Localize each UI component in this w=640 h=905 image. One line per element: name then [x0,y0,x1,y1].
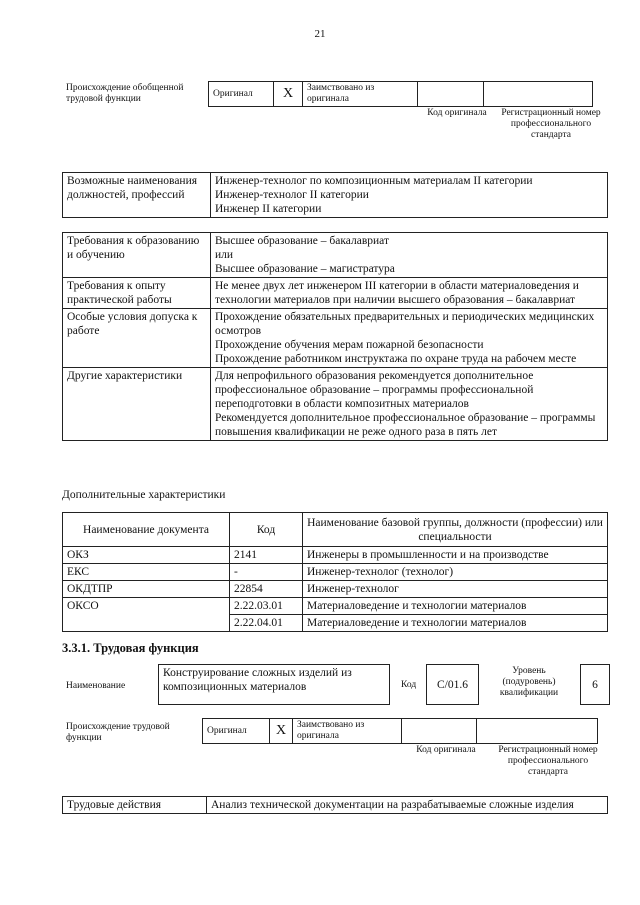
code-original-caption: Код оригинала [427,108,487,118]
reg-number-cell [484,82,593,107]
table-cell: Инженер-технолог (технолог) [303,564,608,581]
additional-table [62,512,608,632]
position-item: Инженер-технолог по композиционным материалам II категории [215,175,533,187]
function-level-table [580,664,610,705]
header-code: Код [230,513,303,547]
table-cell: Материаловедение и технологии материалов [303,598,608,615]
code-original-caption: Код оригинала [416,745,476,755]
function-heading: 3.3.1. Трудовая функция [62,641,199,655]
function-name-table [158,664,390,705]
req-line: Рекомендуется дополнительное профессиональное образование – программы повышения квалификации не реже одного раза в пять лет [215,412,596,438]
actions-label: Трудовые действия [63,797,207,814]
table-cell: Инженеры в промышленности и на производстве [303,547,608,564]
header-document: Наименование документа [63,513,230,547]
code-original-cell [418,82,484,107]
req-other-label: Другие характеристики [63,368,211,441]
req-line: или [215,249,234,261]
original-mark: X [270,719,293,744]
code-original-cell [402,719,477,744]
positions-table [62,172,608,218]
table-cell: ОКСО [63,598,230,632]
original-label: Оригинал [209,82,274,107]
req-education-value [211,233,608,278]
requirements-table [62,232,608,441]
function-code-table [426,664,479,705]
table-cell: 2.22.03.01 [230,598,303,615]
reg-number-cell [477,719,598,744]
req-line: Не менее двух лет инженером III категории в области материаловедения и технологии материалов при наличии высшего образования – бакалавриат [215,280,579,306]
req-line: Прохождение обязательных предварительных и периодических медицинских осмотров [215,311,595,337]
page-number: 21 [314,28,326,40]
function-level-value: 6 [581,665,610,705]
additional-title: Дополнительные характеристики [62,489,226,501]
reg-number-caption: Регистрационный номер профессионального стандарта [498,745,598,777]
origin-table-2 [202,718,598,744]
req-conditions-label: Особые условия допуска к работе [63,309,211,368]
table-cell: ОКЗ [63,547,230,564]
table-cell: 2141 [230,547,303,564]
positions-label: Возможные наименования должностей, профессий [63,173,211,218]
function-code-value: C/01.6 [427,665,479,705]
req-line: Для непрофильного образования рекомендуется дополнительное профессиональное образование – программы профессиональной переподготовки в области композитных материалов [215,370,534,410]
req-other-value [211,368,608,441]
origin-label-2: Происхождение трудовой функции [66,722,170,743]
table-cell: Материаловедение и технологии материалов [303,615,608,632]
position-item: Инженер II категории [215,203,322,215]
function-name-value: Конструирование сложных изделий из композиционных материалов [159,665,390,705]
function-name-label: Наименование [66,681,126,691]
table-cell: 22854 [230,581,303,598]
original-mark: X [274,82,303,107]
function-level-label: Уровень (подуровень) квалификации [499,666,559,698]
reg-number-caption: Регистрационный номер профессионального стандарта [501,108,601,140]
actions-table [62,796,608,814]
original-label: Оригинал [203,719,270,744]
req-line: Прохождение обучения мерам пожарной безопасности [215,339,484,351]
req-experience-label: Требования к опыту практической работы [63,278,211,309]
req-line: Прохождение работником инструктажа по охране труда на рабочем месте [215,353,577,365]
req-conditions-value [211,309,608,368]
borrowed-label: Заимствовано из оригинала [303,82,418,107]
function-code-label: Код [401,680,417,690]
origin-table-1 [208,81,593,107]
positions-values [211,173,608,218]
header-group: Наименование базовой группы, должности (профессии) или специальности [303,513,608,547]
actions-value: Анализ технической документации на разрабатываемые сложные изделия [207,797,608,814]
table-cell: - [230,564,303,581]
req-line: Высшее образование – бакалавриат [215,235,389,247]
table-cell: ОКДТПР [63,581,230,598]
borrowed-label: Заимствовано из оригинала [293,719,402,744]
origin-label-1: Происхождение обобщенной трудовой функции [66,83,184,104]
req-line: Высшее образование – магистратура [215,263,395,275]
table-cell: Инженер-технолог [303,581,608,598]
req-education-label: Требования к образованию и обучению [63,233,211,278]
position-item: Инженер-технолог II категории [215,189,369,201]
table-cell: 2.22.04.01 [230,615,303,632]
req-experience-value [211,278,608,309]
table-cell: ЕКС [63,564,230,581]
